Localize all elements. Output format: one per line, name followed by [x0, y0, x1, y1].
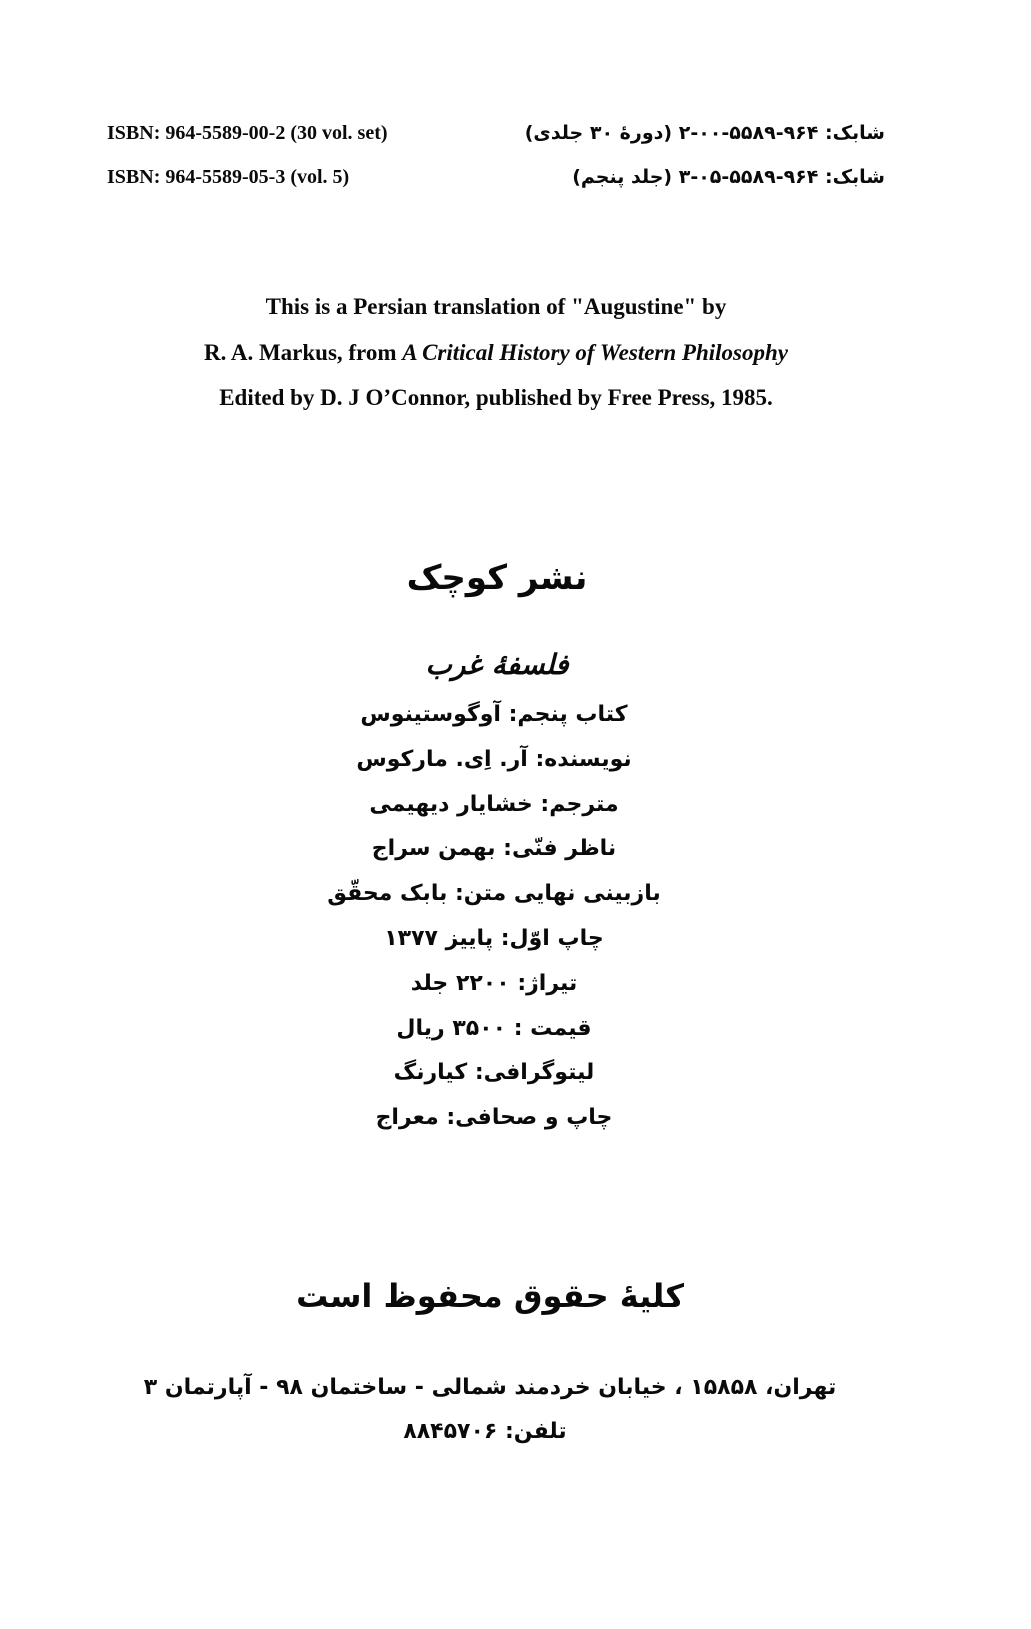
publisher-series-title: نشر کوچک	[406, 558, 588, 598]
isbn-volume-persian: شابک: ۹۶۴-۵۵۸۹-۰۵-۳ (جلد پنجم)	[572, 166, 885, 188]
source-note	[0, 284, 992, 421]
credit-book: کتاب پنجم: آوگوستینوس	[360, 702, 628, 727]
publisher-phone: تلفن: ۸۸۴۵۷۰۶	[403, 1419, 567, 1444]
isbn-volume-latin: ISBN: 964-5589-05-3 (vol. 5)	[107, 166, 350, 188]
publisher-address: تهران، ۱۵۸۵۸ ، خیابان خردمند شمالی - ساختمان ۹۸ - آپارتمان ۳	[143, 1375, 837, 1400]
copyright-notice: کلیهٔ حقوق محفوظ است	[296, 1277, 684, 1315]
credit-final-review: بازبینی نهایی متن: بابک محقّق	[327, 881, 661, 907]
credit-translator: مترجم: خشایار دیهیمی	[369, 791, 619, 817]
series-title: فلسفهٔ غرب	[425, 648, 569, 681]
credits-list	[0, 693, 988, 1141]
credit-author: نویسنده: آر. اِی. مارکوس	[356, 746, 632, 772]
credit-price: قیمت : ۳۵۰۰ ریال	[396, 1015, 592, 1041]
source-book-title: A Critical History of Western Philosophy	[402, 339, 788, 365]
source-note-author: R. A. Markus, from	[204, 339, 403, 365]
credit-printing-binding: چاپ و صحافی: معراج	[375, 1105, 613, 1131]
credit-first-edition: چاپ اوّل: پاییز ۱۳۷۷	[384, 925, 604, 951]
source-note-line-3: Edited by D. J O’Connor, published by Free Press, 1985.	[219, 385, 773, 410]
isbn-set-latin: ISBN: 964-5589-00-2 (30 vol. set)	[107, 122, 388, 144]
credit-print-run: تیراژ: ۲۲۰۰ جلد	[410, 970, 578, 996]
isbn-set-persian: شابک: ۹۶۴-۵۵۸۹-۰۰-۲ (دورهٔ ۳۰ جلدی)	[524, 122, 885, 144]
source-note-line-1: This is a Persian translation of "Augustine" by	[265, 294, 727, 319]
source-note-line-2	[0, 330, 992, 376]
credit-lithography: لیتوگرافی: کیارنگ	[393, 1060, 595, 1086]
credit-technical-supervisor: ناظر فنّی: بهمن سراج	[371, 836, 617, 862]
